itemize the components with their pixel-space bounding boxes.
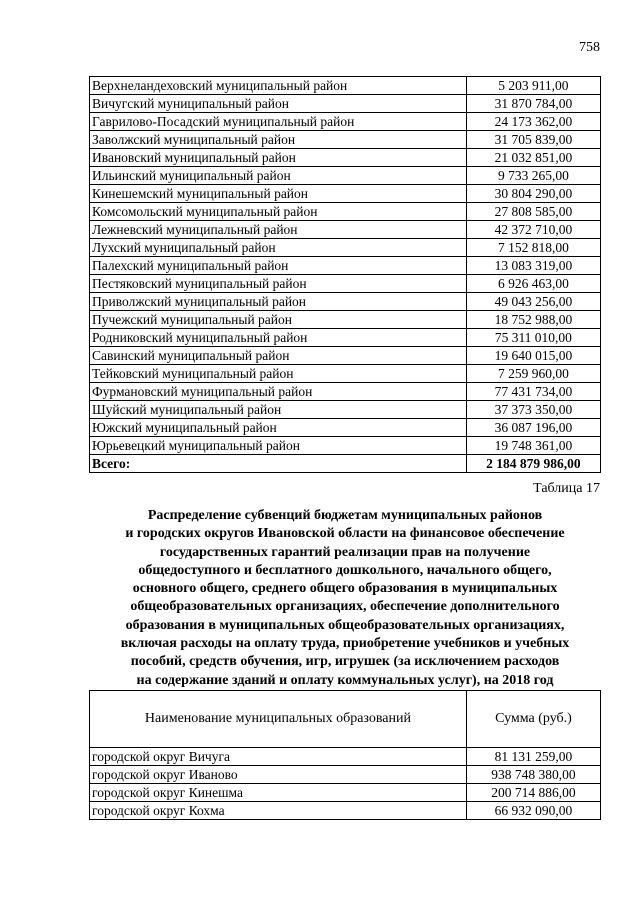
header-amount: Сумма (руб.) (466, 691, 600, 748)
municipality-name: городской округ Вичуга (90, 748, 467, 766)
amount: 5 203 911,00 (466, 77, 600, 95)
municipality-name: Комсомольский муниципальный район (90, 203, 467, 221)
municipality-name: Приволжский муниципальный район (90, 293, 467, 311)
table-row (90, 419, 601, 437)
municipality-name: Кинешемский муниципальный район (90, 185, 467, 203)
title-line: государственных гарантий реализации прав на получение (159, 544, 531, 560)
amount: 24 173 362,00 (466, 113, 600, 131)
amount: 31 705 839,00 (466, 131, 600, 149)
municipality-name: Вичугский муниципальный район (90, 95, 467, 113)
amount: 6 926 463,00 (466, 275, 600, 293)
title-line: образования в муниципальных общеобразовательных организациях, (125, 617, 565, 633)
table-row (90, 239, 601, 257)
municipality-name: Родниковский муниципальный район (90, 329, 467, 347)
table-row (90, 221, 601, 239)
municipality-name: Ивановский муниципальный район (90, 149, 467, 167)
amount: 36 087 196,00 (466, 419, 600, 437)
table-title (90, 507, 600, 690)
amount: 18 752 988,00 (466, 311, 600, 329)
table-row (90, 185, 601, 203)
table-row (90, 383, 601, 401)
amount: 42 372 710,00 (466, 221, 600, 239)
page-number: 758 (579, 40, 600, 55)
amount: 21 032 851,00 (466, 149, 600, 167)
amount: 7 259 960,00 (466, 365, 600, 383)
municipality-name: городской округ Кохма (90, 802, 467, 820)
header-name: Наименование муниципальных образований (90, 691, 467, 748)
amount: 66 932 090,00 (466, 802, 600, 820)
municipality-name: Ильинский муниципальный район (90, 167, 467, 185)
table-row (90, 766, 601, 784)
amount: 30 804 290,00 (466, 185, 600, 203)
table-header-row (90, 691, 601, 748)
table-row (90, 167, 601, 185)
table-row (90, 293, 601, 311)
total-amount: 2 184 879 986,00 (466, 455, 600, 473)
title-line: включая расходы на оплату труда, приобретение учебников и учебных (120, 636, 570, 652)
total-row (90, 455, 601, 473)
title-line: основного общего, среднего общего образования в муниципальных (132, 581, 558, 597)
municipality-name: Пучежский муниципальный район (90, 311, 467, 329)
table-row (90, 329, 601, 347)
municipality-name: Пестяковский муниципальный район (90, 275, 467, 293)
amount: 81 131 259,00 (466, 748, 600, 766)
table-row (90, 77, 601, 95)
table-row (90, 437, 601, 455)
municipality-name: Лежневский муниципальный район (90, 221, 467, 239)
table-body (90, 691, 601, 820)
table-row (90, 784, 601, 802)
title-line: и городских округов Ивановской области на финансовое обеспечение (125, 526, 565, 542)
amount: 938 748 380,00 (466, 766, 600, 784)
table-row (90, 365, 601, 383)
title-line: общеобразовательных организациях, обеспечение дополнительного (130, 599, 560, 615)
municipality-name: Савинский муниципальный район (90, 347, 467, 365)
amount: 75 311 010,00 (466, 329, 600, 347)
table-row (90, 347, 601, 365)
municipality-name: Лухский муниципальный район (90, 239, 467, 257)
municipality-name: Верхнеландеховский муниципальный район (90, 77, 467, 95)
title-line: Распределение субвенций бюджетам муниципальных районов (147, 508, 543, 523)
amount: 9 733 265,00 (466, 167, 600, 185)
total-label: Всего: (90, 455, 467, 473)
table-body (90, 77, 601, 473)
table-number-label: Таблица 17 (533, 481, 600, 496)
table-row (90, 113, 601, 131)
table-row (90, 748, 601, 766)
municipality-name: городской округ Кинешма (90, 784, 467, 802)
amount: 19 640 015,00 (466, 347, 600, 365)
title-line: пособий, средств обучения, игр, игрушек (за исключением расходов (130, 654, 560, 670)
amount: 37 373 350,00 (466, 401, 600, 419)
table-row (90, 95, 601, 113)
table-row (90, 149, 601, 167)
municipality-name: городской округ Иваново (90, 766, 467, 784)
municipality-name: Гаврилово-Посадский муниципальный район (90, 113, 467, 131)
amount: 27 808 585,00 (466, 203, 600, 221)
table-row (90, 131, 601, 149)
subsidy-table-districts (89, 76, 601, 473)
amount: 7 152 818,00 (466, 239, 600, 257)
municipality-name: Южский муниципальный район (90, 419, 467, 437)
municipality-name: Палехский муниципальный район (90, 257, 467, 275)
municipality-name: Фурмановский муниципальный район (90, 383, 467, 401)
amount: 200 714 886,00 (466, 784, 600, 802)
amount: 19 748 361,00 (466, 437, 600, 455)
municipality-name: Тейковский муниципальный район (90, 365, 467, 383)
table-row (90, 257, 601, 275)
amount: 31 870 784,00 (466, 95, 600, 113)
table-row (90, 275, 601, 293)
table-row (90, 401, 601, 419)
title-line: на содержание зданий и оплату коммунальных услуг), на 2018 год (136, 672, 554, 688)
subsidy-table-city-districts (89, 690, 601, 820)
amount: 77 431 734,00 (466, 383, 600, 401)
municipality-name: Заволжский муниципальный район (90, 131, 467, 149)
table-row (90, 203, 601, 221)
municipality-name: Шуйский муниципальный район (90, 401, 467, 419)
municipality-name: Юрьевецкий муниципальный район (90, 437, 467, 455)
amount: 13 083 319,00 (466, 257, 600, 275)
amount: 49 043 256,00 (466, 293, 600, 311)
title-line: общедоступного и бесплатного дошкольного, начального общего, (138, 562, 552, 578)
table-row (90, 311, 601, 329)
table-row (90, 802, 601, 820)
